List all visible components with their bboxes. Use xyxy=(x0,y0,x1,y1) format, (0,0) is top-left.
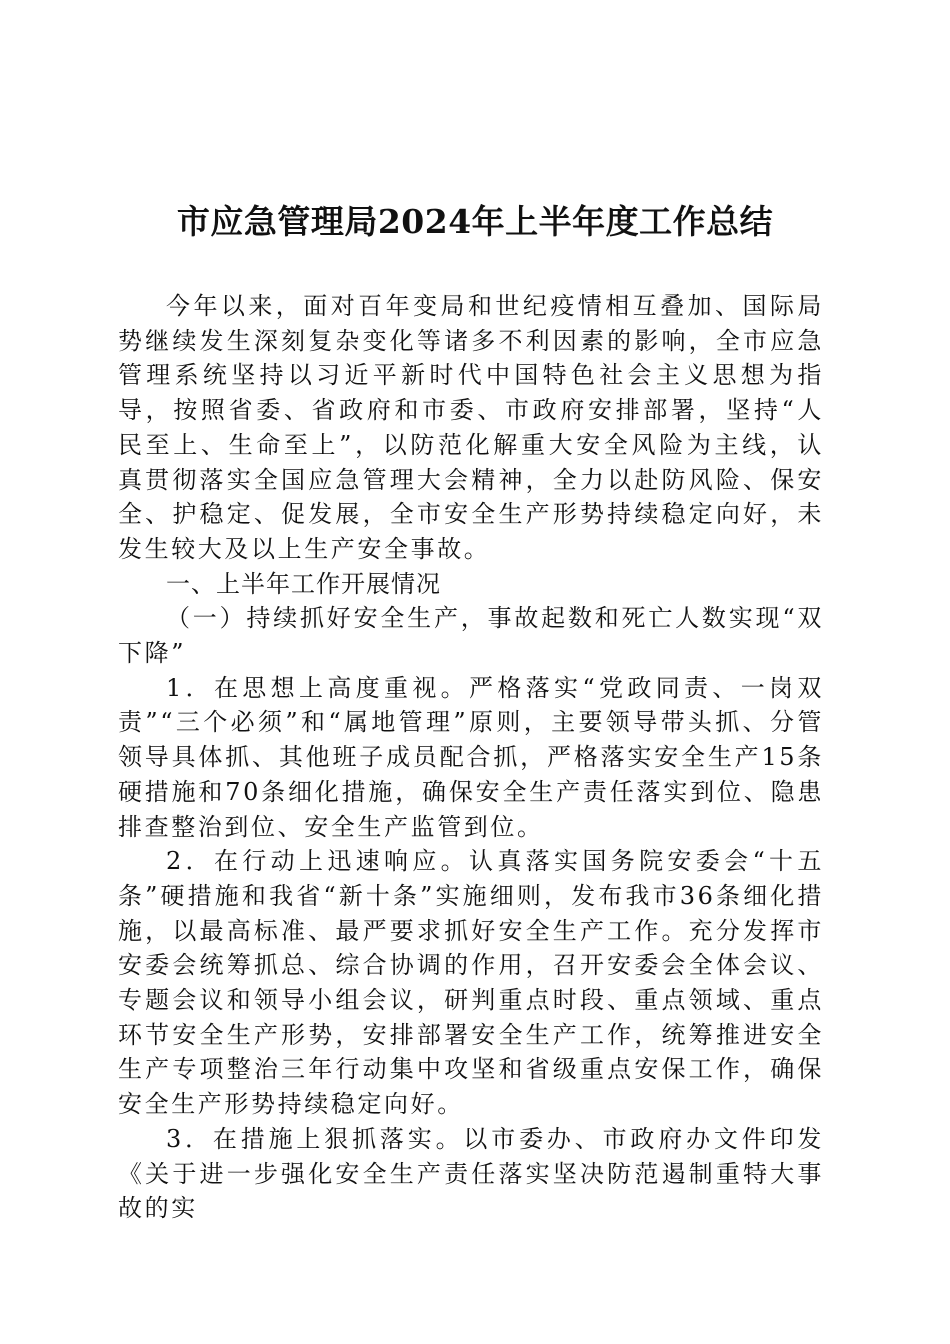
subsection-heading: （一）持续抓好安全生产，事故起数和死亡人数实现“双下降” xyxy=(118,604,824,668)
document-title: 市应急管理局2024年上半年度工作总结 xyxy=(176,202,774,241)
section-heading: 一、上半年工作开展情况 xyxy=(166,569,441,598)
paragraph-item-3: 3．在措施上狠抓落实。以市委办、市政府办文件印发《关于进一步强化安全生产责任落实坚决防范遏制重特大事故的实 xyxy=(118,1124,824,1223)
paragraph-item-2: 2．在行动上迅速响应。认真落实国务院安委会“十五条”硬措施和我省“新十条”实施细则，发布我市36条细化措施，以最高标准、最严要求抓好安全生产工作。充分发挥市安委会统筹抓总、综合协调的作用，召开安委会全体会议、专题会议和领导小组会议，研判重点时段、重点领域、重点环节安全生产形势，安排部署安全生产工作，统筹推进安全生产专项整治三年行动集中攻坚和省级重点安保工作，确保安全生产形势持续稳定向好。 xyxy=(118,847,824,1119)
document-body xyxy=(118,289,824,1226)
paragraph-item-1: 1．在思想上高度重视。严格落实“党政同责、一岗双责”“三个必须”和“属地管理”原则，主要领导带头抓、分管领导具体抓、其他班子成员配合抓，严格落实安全生产15条硬措施和70条细化措施，确保安全生产责任落实到位、隐患排查整治到位、安全生产监管到位。 xyxy=(118,673,824,841)
paragraph-intro: 今年以来，面对百年变局和世纪疫情相互叠加、国际局势继续发生深刻复杂变化等诸多不利因素的影响，全市应急管理系统坚持以习近平新时代中国特色社会主义思想为指导，按照省委、省政府和市委、市政府安排部署，坚持“人民至上、生命至上”，以防范化解重大安全风险为主线，认真贯彻落实全国应急管理大会精神，全力以赴防风险、保安全、护稳定、促发展，全市安全生产形势持续稳定向好，未发生较大及以上生产安全事故。 xyxy=(118,292,824,563)
